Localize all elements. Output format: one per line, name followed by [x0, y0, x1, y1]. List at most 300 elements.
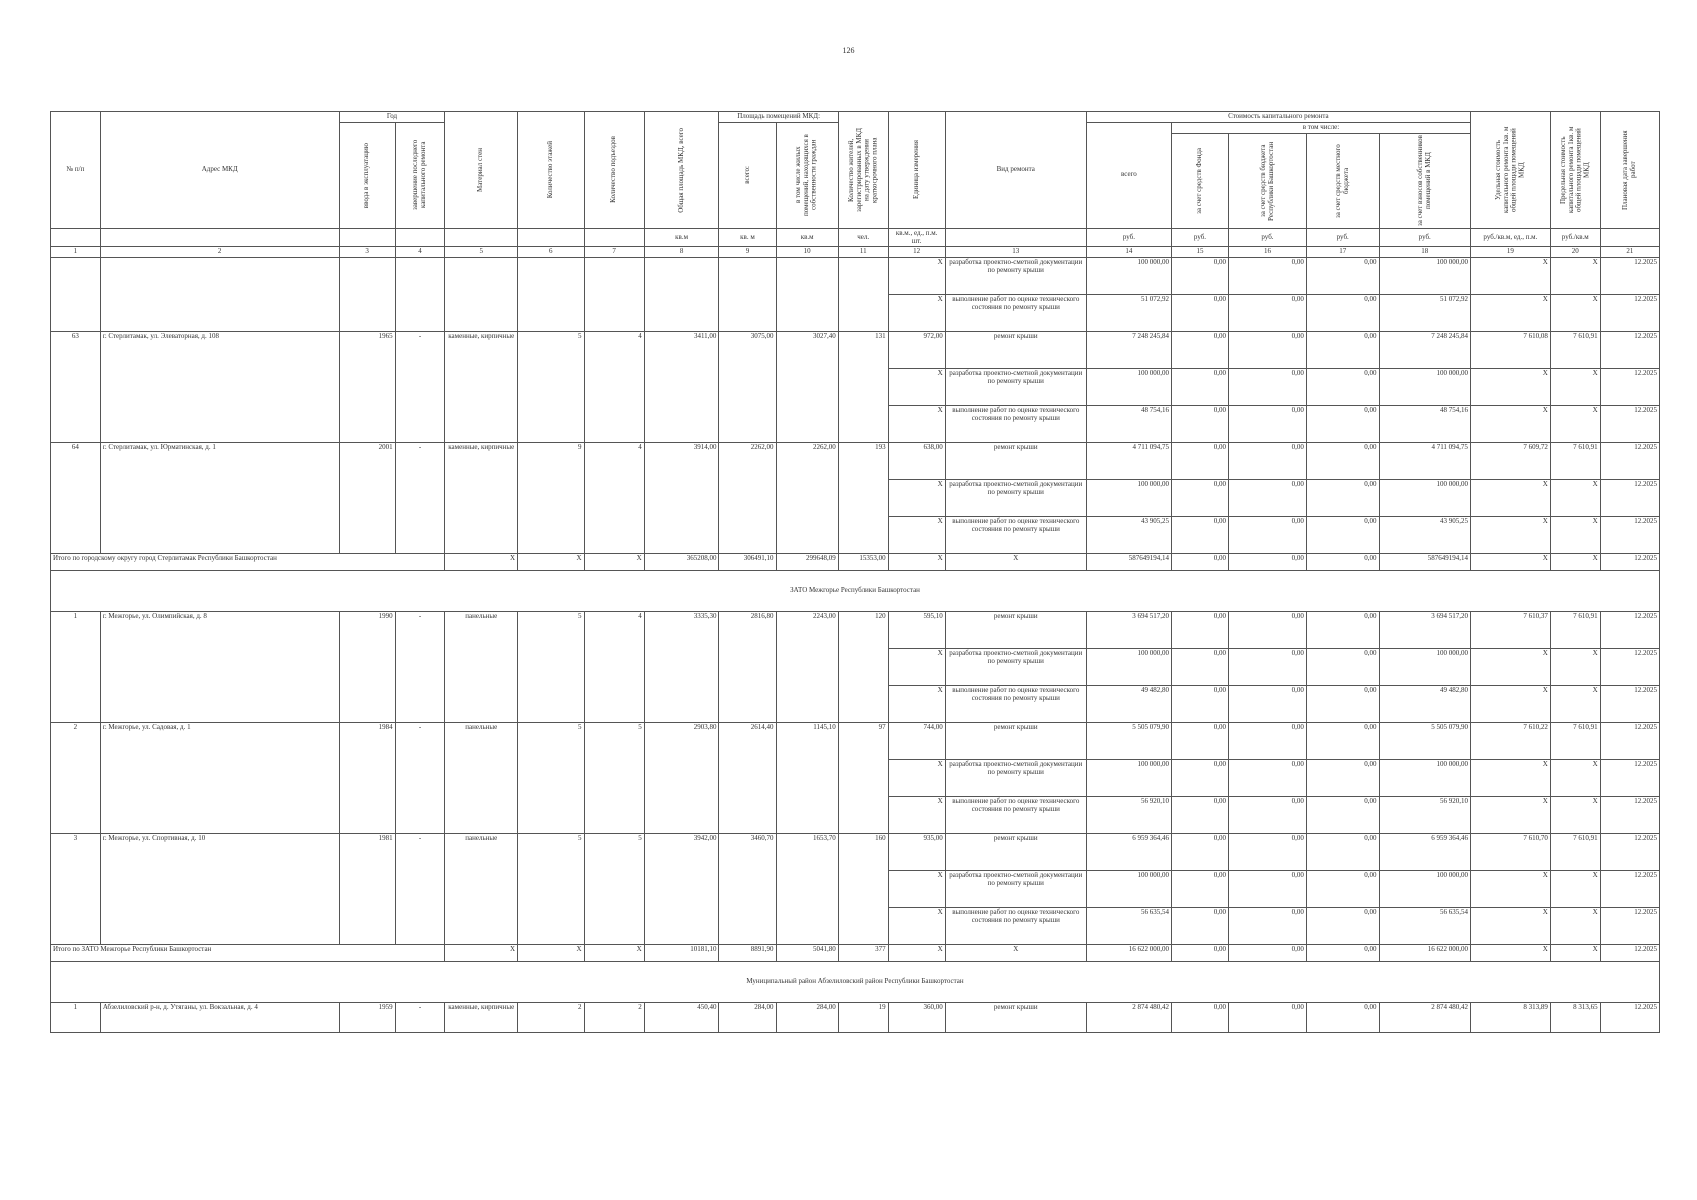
- table-cell: 0,00: [1171, 797, 1228, 834]
- table-cell: 51 072,92: [1086, 295, 1171, 332]
- col-number: 5: [445, 247, 518, 258]
- deadline-cell: 12.2025: [1600, 443, 1659, 480]
- unit-cell: руб./кв.м: [1550, 228, 1600, 247]
- header-cost-total: всего: [1086, 122, 1171, 228]
- repair-type-cell: выполнение работ по оценке технического состояния по ремонту крыши: [945, 295, 1086, 332]
- header-colnum-row: [51, 247, 1660, 258]
- repair-type-cell: выполнение работ по оценке технического состояния по ремонту крыши: [945, 406, 1086, 443]
- table-cell: 0,00: [1171, 760, 1228, 797]
- table-cell: 0,00: [1229, 908, 1307, 945]
- table-row: [51, 612, 1660, 649]
- table-cell: 51 072,92: [1379, 295, 1470, 332]
- residents-cell: 120: [838, 612, 888, 723]
- repair-type-cell: разработка проектно-сметной документации по ремонту крыши: [945, 871, 1086, 908]
- table-cell: X: [1470, 649, 1550, 686]
- cost-owners-cell: 56 920,10: [1379, 797, 1470, 834]
- cost-owners-cell: 49 482,80: [1379, 686, 1470, 723]
- cost-owners-cell: 4 711 094,75: [1379, 443, 1470, 480]
- table-cell: 0,00: [1229, 406, 1307, 443]
- table-cell: 0,00: [1171, 1003, 1228, 1033]
- deadline-cell: 12.2025: [1600, 797, 1659, 834]
- floors-cell: 5: [518, 332, 584, 443]
- table-cell: X: [1470, 554, 1550, 571]
- unit-cell: руб.: [1379, 228, 1470, 247]
- table-cell: 0,00: [1306, 517, 1379, 554]
- area-cell: 3335,30: [644, 612, 719, 723]
- header-units-row: [51, 228, 1660, 247]
- deadline-cell: 12.2025: [1600, 332, 1659, 369]
- area-cell: 2903,80: [644, 723, 719, 834]
- cost-total-cell: 7 248 245,84: [1086, 332, 1171, 369]
- unit-cell: [339, 228, 395, 247]
- private-cell: 3027,40: [776, 332, 838, 443]
- specific-cost-cell: 7 610,37: [1470, 612, 1550, 649]
- table-cell: 0,00: [1306, 797, 1379, 834]
- table-cell: 0,00: [1306, 332, 1379, 369]
- table-cell: X: [584, 554, 644, 571]
- table-cell: 0,00: [1306, 369, 1379, 406]
- repair-type-cell: ремонт крыши: [945, 834, 1086, 871]
- address-cell: г. Межгорье, ул. Спортивная, д. 10: [100, 834, 339, 945]
- cost-total-cell: 100 000,00: [1086, 480, 1171, 517]
- repair-type-cell: ремонт крыши: [945, 332, 1086, 369]
- entrances-cell: 4: [584, 332, 644, 443]
- unit-cell: руб.: [1086, 228, 1171, 247]
- deadline-cell: 12.2025: [1600, 517, 1659, 554]
- premises-cell: 2614,40: [719, 723, 776, 834]
- table-cell: 0,00: [1171, 406, 1228, 443]
- table-cell: -: [395, 834, 445, 945]
- table-cell: 0,00: [1306, 612, 1379, 649]
- cost-total-cell: 100 000,00: [1086, 760, 1171, 797]
- table-cell: 0,00: [1229, 612, 1307, 649]
- unit-cell: руб.: [1229, 228, 1307, 247]
- total-row: [51, 945, 1660, 962]
- table-cell: 0,00: [1306, 258, 1379, 295]
- table-cell: X: [1470, 258, 1550, 295]
- entrances-cell: 4: [584, 612, 644, 723]
- table-cell: X: [1470, 369, 1550, 406]
- max-cost-cell: 7 610,91: [1550, 443, 1600, 480]
- table-cell: X: [518, 554, 584, 571]
- private-cell: 2243,00: [776, 612, 838, 723]
- table-cell: 0,00: [1229, 1003, 1307, 1033]
- section-row: [51, 571, 1660, 612]
- entrances-cell: 4: [584, 443, 644, 554]
- table-header: [51, 112, 1660, 258]
- walls-cell: панельные: [445, 723, 518, 834]
- table-cell: X: [888, 554, 945, 571]
- table-cell: X: [888, 945, 945, 962]
- deadline-cell: 12.2025: [1600, 369, 1659, 406]
- year-cell: 1965: [339, 332, 395, 443]
- table-cell: X: [1550, 406, 1600, 443]
- table-cell: 0,00: [1229, 443, 1307, 480]
- table-body: [51, 258, 1660, 1033]
- table-cell: X: [945, 554, 1086, 571]
- section-row: [51, 962, 1660, 1003]
- cost-total-cell: 100 000,00: [1086, 649, 1171, 686]
- table-cell: X: [1470, 686, 1550, 723]
- table-cell: 0,00: [1306, 686, 1379, 723]
- col-number: 1: [51, 247, 101, 258]
- max-cost-cell: 7 610,91: [1550, 332, 1600, 369]
- table-row: [51, 834, 1660, 871]
- table-cell: 12.2025: [1600, 945, 1659, 962]
- table-cell: 100 000,00: [1379, 258, 1470, 295]
- table-cell: X: [888, 649, 945, 686]
- table-cell: 0,00: [1229, 760, 1307, 797]
- specific-cost-cell: 7 609,72: [1470, 443, 1550, 480]
- header-entrances: Количество подъездов: [584, 112, 644, 229]
- total-row: [51, 554, 1660, 571]
- address-cell: г. Стерлитамак, ул. Элеваторная, д. 108: [100, 332, 339, 443]
- private-cell: 1145,10: [776, 723, 838, 834]
- cost-total-cell: 6 959 364,46: [1086, 834, 1171, 871]
- col-number: 14: [1086, 247, 1171, 258]
- specific-cost-cell: 7 610,22: [1470, 723, 1550, 760]
- table-cell: X: [1550, 871, 1600, 908]
- floors-cell: 9: [518, 443, 584, 554]
- address-cell: Абзелиловский р-н, д. Утяганы, ул. Вокзальная, д. 4: [100, 1003, 339, 1033]
- unit-cell: [518, 228, 584, 247]
- table-cell: X: [1470, 945, 1550, 962]
- unit-cell: кв. м: [719, 228, 776, 247]
- table-cell: [395, 258, 445, 332]
- specific-cost-cell: 7 610,70: [1470, 834, 1550, 871]
- table-row: [51, 723, 1660, 760]
- year-cell: 1984: [339, 723, 395, 834]
- col-number: 7: [584, 247, 644, 258]
- table-cell: 284,00: [719, 1003, 776, 1033]
- repair-type-cell: выполнение работ по оценке технического состояния по ремонту крыши: [945, 908, 1086, 945]
- premises-cell: 3460,70: [719, 834, 776, 945]
- table-cell: 2: [584, 1003, 644, 1033]
- address-cell: г. Межгорье, ул. Садовая, д. 1: [100, 723, 339, 834]
- table-cell: 0,00: [1229, 797, 1307, 834]
- table-cell: X: [1470, 517, 1550, 554]
- capital-repair-table: [50, 111, 1660, 1033]
- table-cell: 0,00: [1171, 908, 1228, 945]
- header-year-last-repair: завершение последнего капитального ремонта: [395, 122, 445, 228]
- table-cell: X: [888, 295, 945, 332]
- cost-total-cell: 3 694 517,20: [1086, 612, 1171, 649]
- table-cell: 0,00: [1171, 554, 1228, 571]
- unit-cell: кв.м: [776, 228, 838, 247]
- table-cell: 0,00: [1171, 612, 1228, 649]
- amount-cell: 638,00: [888, 443, 945, 480]
- table-cell: 587649194,14: [1379, 554, 1470, 571]
- table-cell: X: [1550, 258, 1600, 295]
- deadline-cell: 12.2025: [1600, 723, 1659, 760]
- table-cell: X: [1470, 908, 1550, 945]
- table-cell: 2: [518, 1003, 584, 1033]
- table-cell: X: [888, 480, 945, 517]
- walls-cell: панельные: [445, 834, 518, 945]
- address-cell: г. Межгорье, ул. Олимпийская, д. 8: [100, 612, 339, 723]
- area-cell: 3942,00: [644, 834, 719, 945]
- residents-cell: 160: [838, 834, 888, 945]
- table-cell: 0,00: [1171, 369, 1228, 406]
- year-cell: 2001: [339, 443, 395, 554]
- cost-total-cell: 5 505 079,90: [1086, 723, 1171, 760]
- premises-cell: 2816,80: [719, 612, 776, 723]
- cost-total-cell: 56 920,10: [1086, 797, 1171, 834]
- area-cell: 3411,00: [644, 332, 719, 443]
- header-cost-group: Стоимость капитального ремонта: [1086, 112, 1470, 123]
- residents-cell: 131: [838, 332, 888, 443]
- table-cell: 0,00: [1306, 295, 1379, 332]
- table-cell: X: [888, 908, 945, 945]
- amount-cell: 935,00: [888, 834, 945, 871]
- premises-cell: 3075,00: [719, 332, 776, 443]
- table-cell: 0,00: [1306, 834, 1379, 871]
- header-premises-total: всего:: [719, 122, 776, 228]
- table-cell: 0,00: [1171, 480, 1228, 517]
- cost-total-cell: 4 711 094,75: [1086, 443, 1171, 480]
- table-cell: 299648,09: [776, 554, 838, 571]
- table-cell: X: [1550, 369, 1600, 406]
- unit-cell: [945, 228, 1086, 247]
- deadline-cell: 12.2025: [1600, 871, 1659, 908]
- col-number: 15: [1171, 247, 1228, 258]
- table-cell: 8 313,65: [1550, 1003, 1600, 1033]
- col-number: 12: [888, 247, 945, 258]
- table-cell: X: [888, 871, 945, 908]
- cost-owners-cell: 56 635,54: [1379, 908, 1470, 945]
- col-number: 10: [776, 247, 838, 258]
- entrances-cell: 5: [584, 723, 644, 834]
- table-cell: 1959: [339, 1003, 395, 1033]
- table-cell: 0,00: [1229, 871, 1307, 908]
- table-cell: 0,00: [1171, 723, 1228, 760]
- table-cell: X: [945, 945, 1086, 962]
- col-number: 11: [838, 247, 888, 258]
- table-cell: [644, 258, 719, 332]
- table-cell: X: [1470, 295, 1550, 332]
- table-cell: 360,00: [888, 1003, 945, 1033]
- table-cell: X: [1550, 686, 1600, 723]
- area-cell: 3914,00: [644, 443, 719, 554]
- table-cell: 0,00: [1171, 443, 1228, 480]
- table-cell: 0,00: [1229, 369, 1307, 406]
- premises-cell: 2262,00: [719, 443, 776, 554]
- table-cell: 377: [838, 945, 888, 962]
- table-cell: X: [584, 945, 644, 962]
- walls-cell: панельные: [445, 612, 518, 723]
- walls-cell: каменные, кирпичные: [445, 443, 518, 554]
- total-label-cell: Итого по городскому округу город Стерлитамак Республики Башкортостан: [51, 554, 445, 571]
- unit-cell: руб.: [1306, 228, 1379, 247]
- table-cell: 0,00: [1306, 649, 1379, 686]
- table-cell: 0,00: [1229, 834, 1307, 871]
- unit-cell: руб.: [1171, 228, 1228, 247]
- table-cell: [584, 258, 644, 332]
- col-number: 13: [945, 247, 1086, 258]
- table-cell: 8891,90: [719, 945, 776, 962]
- table-cell: 0,00: [1306, 443, 1379, 480]
- col-number: 6: [518, 247, 584, 258]
- table-cell: 0,00: [1171, 834, 1228, 871]
- table-cell: 0,00: [1306, 908, 1379, 945]
- table-cell: 0,00: [1306, 945, 1379, 962]
- address-cell: г. Стерлитамак, ул. Юрматинская, д. 1: [100, 443, 339, 554]
- table-cell: 0,00: [1229, 295, 1307, 332]
- table-cell: [776, 258, 838, 332]
- repair-type-cell: разработка проектно-сметной документации по ремонту крыши: [945, 369, 1086, 406]
- unit-cell: [395, 228, 445, 247]
- table-row: [51, 258, 1660, 295]
- table-cell: 0,00: [1306, 871, 1379, 908]
- table-row: [51, 1003, 1660, 1033]
- year-cell: 1981: [339, 834, 395, 945]
- unit-cell: [100, 228, 339, 247]
- table-cell: X: [888, 406, 945, 443]
- table-cell: 0,00: [1229, 517, 1307, 554]
- repair-type-cell: разработка проектно-сметной документации по ремонту крыши: [945, 480, 1086, 517]
- table-cell: 0,00: [1171, 686, 1228, 723]
- cost-total-cell: 49 482,80: [1086, 686, 1171, 723]
- repair-type-cell: ремонт крыши: [945, 612, 1086, 649]
- unit-cell: [51, 228, 101, 247]
- header-specific-cost: Удельная стоимость капитального ремонта 1кв. м общей площади помещений МКД: [1470, 112, 1550, 229]
- cost-owners-cell: 100 000,00: [1379, 369, 1470, 406]
- table-cell: 8 313,89: [1470, 1003, 1550, 1033]
- table-cell: 0,00: [1306, 760, 1379, 797]
- table-cell: 12.2025: [1600, 258, 1659, 295]
- deadline-cell: 12.2025: [1600, 612, 1659, 649]
- entrances-cell: 5: [584, 834, 644, 945]
- table-cell: 306491,10: [719, 554, 776, 571]
- year-cell: 1990: [339, 612, 395, 723]
- table-cell: 0,00: [1229, 723, 1307, 760]
- table-cell: X: [1550, 797, 1600, 834]
- col-number: 21: [1600, 247, 1659, 258]
- table-cell: 587649194,14: [1086, 554, 1171, 571]
- table-cell: 0,00: [1229, 554, 1307, 571]
- col-number: 3: [339, 247, 395, 258]
- cost-owners-cell: 43 905,25: [1379, 517, 1470, 554]
- table-cell: -: [395, 1003, 445, 1033]
- header-repair-type: Вид ремонта: [945, 112, 1086, 229]
- table-cell: 0,00: [1171, 945, 1228, 962]
- table-cell: 365208,00: [644, 554, 719, 571]
- header-total-area: Общая площадь МКД, всего: [644, 112, 719, 229]
- cost-owners-cell: 100 000,00: [1379, 760, 1470, 797]
- amount-cell: 972,00: [888, 332, 945, 369]
- table-cell: X: [888, 797, 945, 834]
- section-title: Муниципальный район Абзелиловский район Республики Башкортостан: [51, 962, 1660, 1003]
- header-max-cost: Предельная стоимость капитального ремонта 1кв. м общей площади помещений МКД: [1550, 112, 1600, 229]
- header-walls: Материал стен: [445, 112, 518, 229]
- repair-type-cell: ремонт крыши: [945, 443, 1086, 480]
- table-cell: X: [1550, 760, 1600, 797]
- header-including: в том числе:: [1171, 122, 1470, 133]
- unit-cell: кв.м: [644, 228, 719, 247]
- header-cost-owners: за счет взносов собственников помещений в МКД: [1379, 133, 1470, 228]
- table-cell: 0,00: [1229, 258, 1307, 295]
- table-cell: X: [888, 686, 945, 723]
- header-year-commission: ввода в эксплуатацию: [339, 122, 395, 228]
- col-number: 4: [395, 247, 445, 258]
- table-cell: X: [445, 554, 518, 571]
- cost-total-cell: 48 754,16: [1086, 406, 1171, 443]
- table-cell: X: [888, 760, 945, 797]
- deadline-cell: 12.2025: [1600, 760, 1659, 797]
- table-cell: 0,00: [1171, 295, 1228, 332]
- table-cell: 15353,00: [838, 554, 888, 571]
- table-cell: 12.2025: [1600, 554, 1659, 571]
- deadline-cell: 12.2025: [1600, 406, 1659, 443]
- cost-total-cell: 100 000,00: [1086, 369, 1171, 406]
- floors-cell: 5: [518, 612, 584, 723]
- table-cell: [51, 258, 101, 332]
- amount-cell: 595,10: [888, 612, 945, 649]
- table-cell: X: [1470, 760, 1550, 797]
- table-cell: X: [888, 369, 945, 406]
- table-cell: X: [1470, 797, 1550, 834]
- private-cell: 2262,00: [776, 443, 838, 554]
- private-cell: 1653,70: [776, 834, 838, 945]
- table-cell: X: [1550, 295, 1600, 332]
- header-cost-regional: за счет средств бюджета Республики Башкортостан: [1229, 133, 1307, 228]
- cost-total-cell: 43 905,25: [1086, 517, 1171, 554]
- table-cell: 0,00: [1306, 1003, 1379, 1033]
- table-cell: X: [1550, 480, 1600, 517]
- header-residents: Количество жителей, зарегистрированных в МКД на дату утверждения краткосрочного плана: [838, 112, 888, 229]
- repair-type-cell: разработка проектно-сметной документации по ремонту крыши: [945, 760, 1086, 797]
- specific-cost-cell: 7 610,08: [1470, 332, 1550, 369]
- row-number-cell: 64: [51, 443, 101, 554]
- table-cell: 0,00: [1306, 480, 1379, 517]
- repair-type-cell: ремонт крыши: [945, 723, 1086, 760]
- table-cell: 0,00: [1171, 332, 1228, 369]
- unit-cell: кв.м., ед., п.м. шт.: [888, 228, 945, 247]
- table-cell: [445, 258, 518, 332]
- amount-cell: 744,00: [888, 723, 945, 760]
- table-cell: каменные, кирпичные: [445, 1003, 518, 1033]
- cost-owners-cell: 48 754,16: [1379, 406, 1470, 443]
- floors-cell: 5: [518, 834, 584, 945]
- repair-type-cell: разработка проектно-сметной документации по ремонту крыши: [945, 649, 1086, 686]
- table-cell: 5041,80: [776, 945, 838, 962]
- col-number: 2: [100, 247, 339, 258]
- table-cell: X: [888, 517, 945, 554]
- header-num: № п/п: [51, 112, 101, 229]
- table-cell: 16 622 000,00: [1379, 945, 1470, 962]
- cost-total-cell: 100 000,00: [1086, 871, 1171, 908]
- cost-owners-cell: 100 000,00: [1379, 480, 1470, 517]
- repair-type-cell: выполнение работ по оценке технического состояния по ремонту крыши: [945, 686, 1086, 723]
- col-number: 9: [719, 247, 776, 258]
- table-cell: 0,00: [1229, 480, 1307, 517]
- table-cell: 12.2025: [1600, 1003, 1659, 1033]
- col-number: 19: [1470, 247, 1550, 258]
- table-cell: 0,00: [1306, 723, 1379, 760]
- max-cost-cell: 7 610,91: [1550, 834, 1600, 871]
- row-number-cell: 63: [51, 332, 101, 443]
- col-number: 8: [644, 247, 719, 258]
- header-address: Адрес МКД: [100, 112, 339, 229]
- table-cell: X: [1470, 871, 1550, 908]
- table-cell: X: [1550, 908, 1600, 945]
- table-cell: 2 874 480,42: [1086, 1003, 1171, 1033]
- table-cell: 0,00: [1229, 945, 1307, 962]
- section-title: ЗАТО Межгорье Республики Башкортостан: [51, 571, 1660, 612]
- table-cell: X: [1470, 406, 1550, 443]
- col-number: 20: [1550, 247, 1600, 258]
- header-year-group: Год: [339, 112, 445, 123]
